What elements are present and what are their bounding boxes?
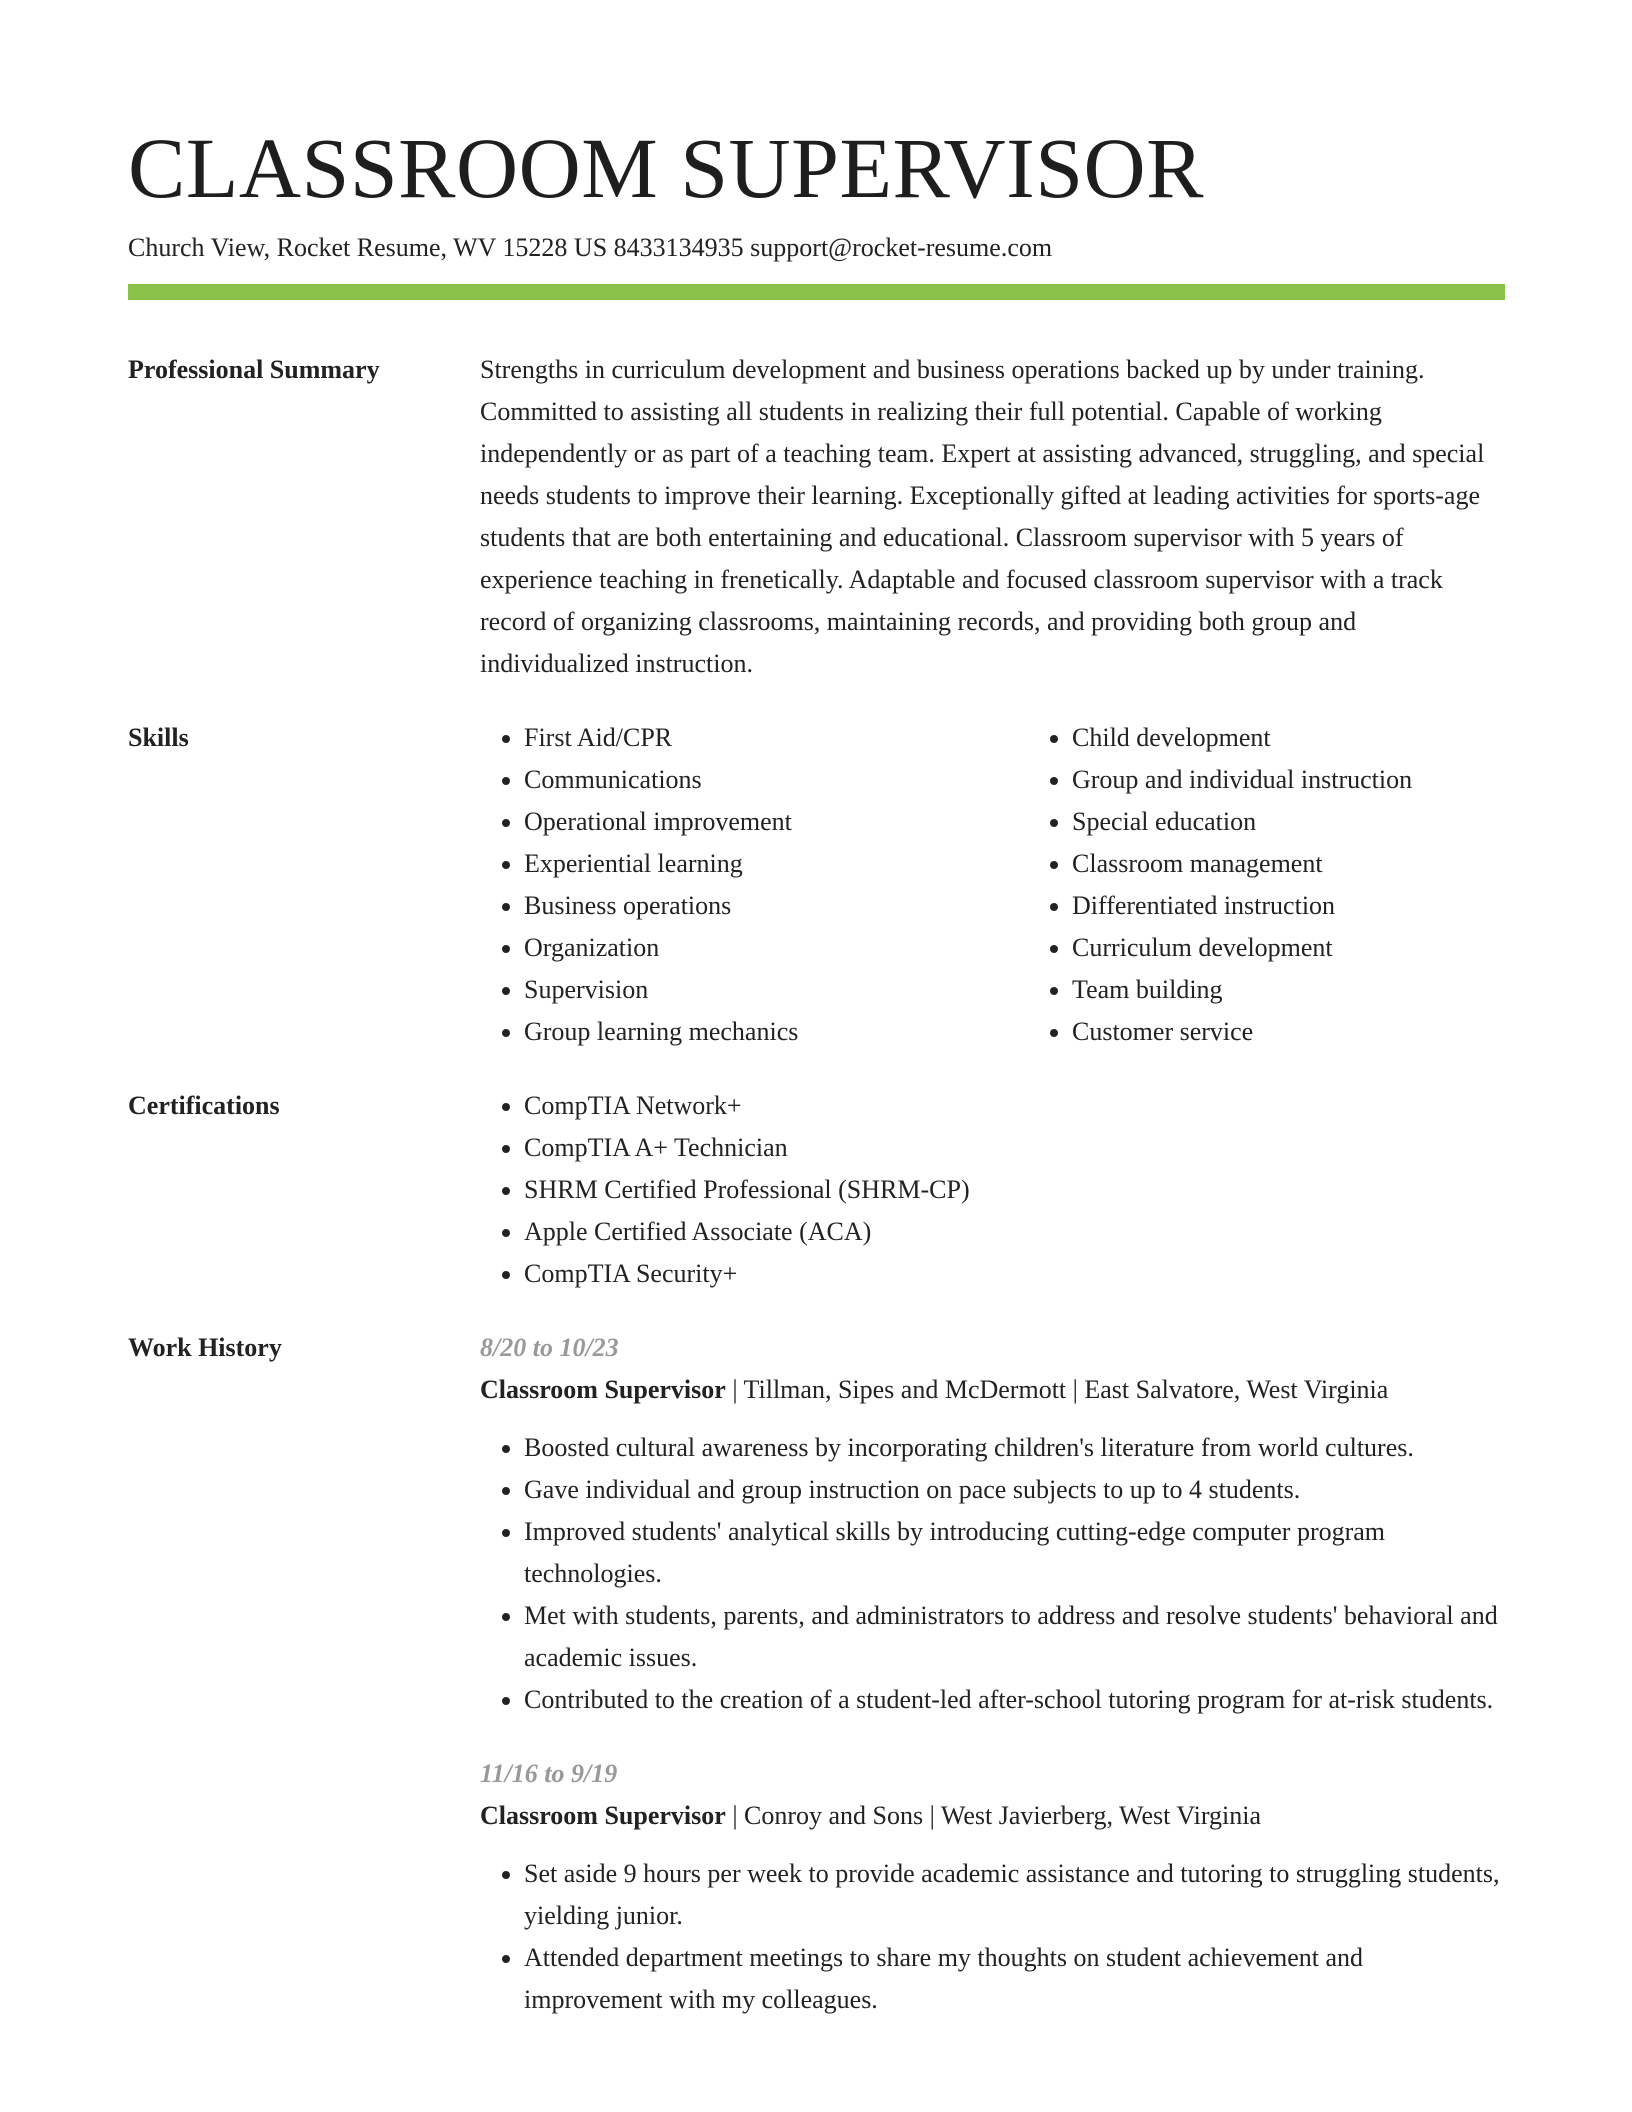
section-heading-certifications: Certifications [128,1091,280,1120]
section-heading-work-history: Work History [128,1333,282,1362]
contact-address: Church View, Rocket Resume, WV 15228 US [128,233,608,262]
certifications-section [128,1085,1505,1295]
job-bullets [480,1853,1505,2021]
skill-item: • Supervision [524,969,1028,1011]
skill-item: • Special education [1072,801,1576,843]
skill-item: • Team building [1072,969,1576,1011]
skill-item: • Operational improvement [524,801,1028,843]
job-title: Classroom Supervisor [480,1801,726,1830]
job-entry [480,1753,1505,2021]
job-title-line [480,1369,1505,1411]
job-bullet: • Attended department meetings to share my thoughts on student achievement and improvement with my colleagues. [524,1937,1505,2021]
certifications-body [480,1085,1505,1295]
certification-item: • CompTIA A+ Technician [524,1127,1505,1169]
section-heading-summary: Professional Summary [128,355,380,384]
skill-item: • Experiential learning [524,843,1028,885]
job-bullet: • Boosted cultural awareness by incorporating children's literature from world cultures. [524,1427,1505,1469]
contact-email[interactable]: support@rocket-resume.com [750,233,1053,262]
certification-item: • CompTIA Network+ [524,1085,1505,1127]
contact-line [128,232,1505,264]
job-title: Classroom Supervisor [480,1375,726,1404]
skills-columns [480,717,1576,1053]
job-dates: 8/20 to 10/23 [480,1333,619,1362]
skill-item: • Child development [1072,717,1576,759]
skills-list-left [480,717,1028,1053]
resume-name: CLASSROOM SUPERVISOR [128,120,1205,216]
skill-item: • Differentiated instruction [1072,885,1576,927]
skills-list-right [1028,717,1576,1053]
work-history-section [128,1327,1505,2021]
job-entry [480,1327,1505,1721]
skill-item: • Business operations [524,885,1028,927]
summary-section [128,349,1505,685]
skill-item: • First Aid/CPR [524,717,1028,759]
contact-phone: 8433134935 [613,233,744,262]
certification-item: • CompTIA Security+ [524,1253,1505,1295]
skill-item: • Classroom management [1072,843,1576,885]
certifications-list [480,1085,1505,1295]
skill-item: • Communications [524,759,1028,801]
skills-section [128,717,1505,1053]
job-bullet: • Met with students, parents, and administrators to address and resolve students' behavioral and academic issues. [524,1595,1505,1679]
certification-item: • SHRM Certified Professional (SHRM-CP) [524,1169,1505,1211]
skill-item: • Curriculum development [1072,927,1576,969]
section-heading-skills: Skills [128,723,189,752]
summary-text: Strengths in curriculum development and business operations backed up by under training. Committed to assisting all students in realizing their full potential. Capable of working independently or as part of a teaching team. Expert at assisting advanced, struggling, and special needs students to improve their learning. Exceptionally gifted at leading activities for sports-age students that are both entertaining and educational. Classroom supervisor with 5 years of experience teaching in frenetically. Adaptable and focused classroom supervisor with a track record of organizing classrooms, maintaining records, and providing both group and individualized instruction. [480,355,1485,678]
skill-item: • Group and individual instruction [1072,759,1576,801]
resume-page [128,118,1505,2021]
certification-item: • Apple Certified Associate (ACA) [524,1211,1505,1253]
job-dates: 11/16 to 9/19 [480,1759,618,1788]
job-bullet: • Improved students' analytical skills by introducing cutting-edge computer program technologies. [524,1511,1505,1595]
job-company-location: | Tillman, Sipes and McDermott | East Salvatore, West Virginia [725,1375,1389,1404]
skill-item: • Organization [524,927,1028,969]
job-title-line [480,1795,1505,1837]
summary-body [480,349,1505,685]
job-bullet: • Contributed to the creation of a student-led after-school tutoring program for at-risk students. [524,1679,1505,1721]
job-company-location: | Conroy and Sons | West Javierberg, West Virginia [725,1801,1262,1830]
work-history-body [480,1327,1505,2021]
job-bullet: • Gave individual and group instruction on pace subjects to up to 4 students. [524,1469,1505,1511]
skill-item: • Customer service [1072,1011,1576,1053]
header-divider [128,284,1505,300]
job-bullet: • Set aside 9 hours per week to provide academic assistance and tutoring to struggling students, yielding junior. [524,1853,1505,1937]
skill-item: • Group learning mechanics [524,1011,1028,1053]
job-bullets [480,1427,1505,1721]
